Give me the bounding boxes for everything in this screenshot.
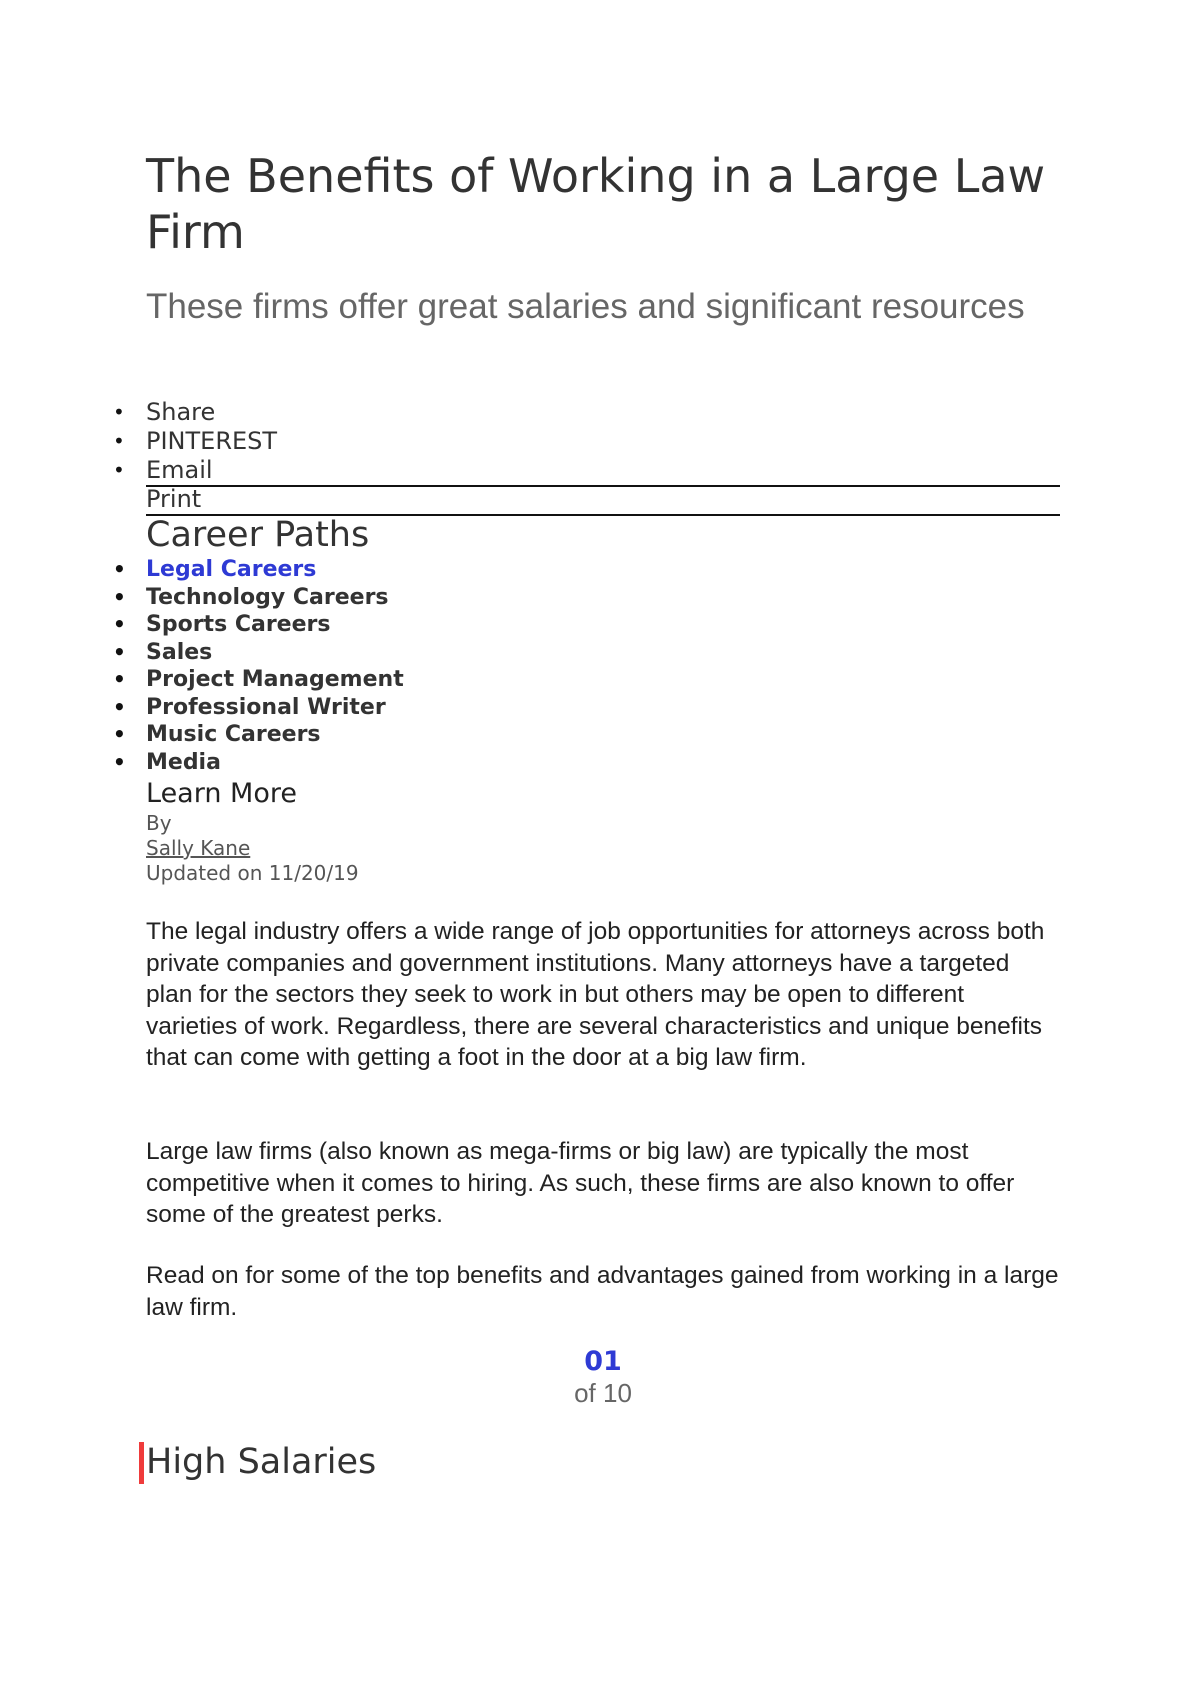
list-counter [146, 1346, 1060, 1408]
updated-date: Updated on 11/20/19 [146, 861, 359, 885]
share-list [146, 398, 277, 514]
author-link[interactable]: Sally Kane [146, 836, 251, 860]
career-item-professional-writer[interactable]: • Professional Writer [146, 694, 404, 722]
career-item-sports[interactable]: • Sports Careers [146, 611, 404, 639]
career-paths-list [146, 556, 404, 776]
article-title: The Benefits of Working in a Large Law Firm [146, 149, 1046, 259]
share-link[interactable]: • Share [146, 398, 277, 427]
article-subtitle: These firms offer great salaries and significant resources [146, 287, 1025, 326]
career-item-legal[interactable]: • Legal Careers [146, 556, 404, 584]
divider-top [146, 485, 1060, 487]
section-accent-bar [139, 1442, 144, 1484]
byline-by: By [146, 811, 172, 835]
career-item-technology[interactable]: • Technology Careers [146, 584, 404, 612]
career-item-media[interactable]: • Media [146, 749, 404, 777]
career-item-music[interactable]: • Music Careers [146, 721, 404, 749]
email-link[interactable]: • Email [146, 456, 277, 485]
career-paths-title: Career Paths [146, 515, 370, 555]
pinterest-link[interactable]: • PINTEREST [146, 427, 277, 456]
print-link[interactable]: Print [146, 485, 202, 513]
list-counter-number: 01 [584, 1346, 622, 1377]
list-counter-total: of 10 [574, 1378, 632, 1408]
career-item-sales[interactable]: • Sales [146, 639, 404, 667]
section-heading-text: High Salaries [146, 1442, 377, 1482]
body-paragraph: Large law firms (also known as mega-firms or big law) are typically the most competitive when it comes to hiring. As such, these firms are also known to offer some of the greatest perks. [146, 1138, 1015, 1228]
career-item-project-management[interactable]: • Project Management [146, 666, 404, 694]
body-paragraph: The legal industry offers a wide range of job opportunities for attorneys across both private companies and government institutions. Many attorneys have a targeted plan for the sectors they seek to work in but others may be open to different varieties of work. Regardless, there are several characteristics and unique benefits that can come with getting a foot in the door at a big law firm. [146, 918, 1045, 1071]
learn-more-link[interactable]: Learn More [146, 778, 297, 809]
body-paragraph: Read on for some of the top benefits and advantages gained from working in a large law firm. [146, 1262, 1059, 1321]
section-heading [139, 1440, 376, 1484]
